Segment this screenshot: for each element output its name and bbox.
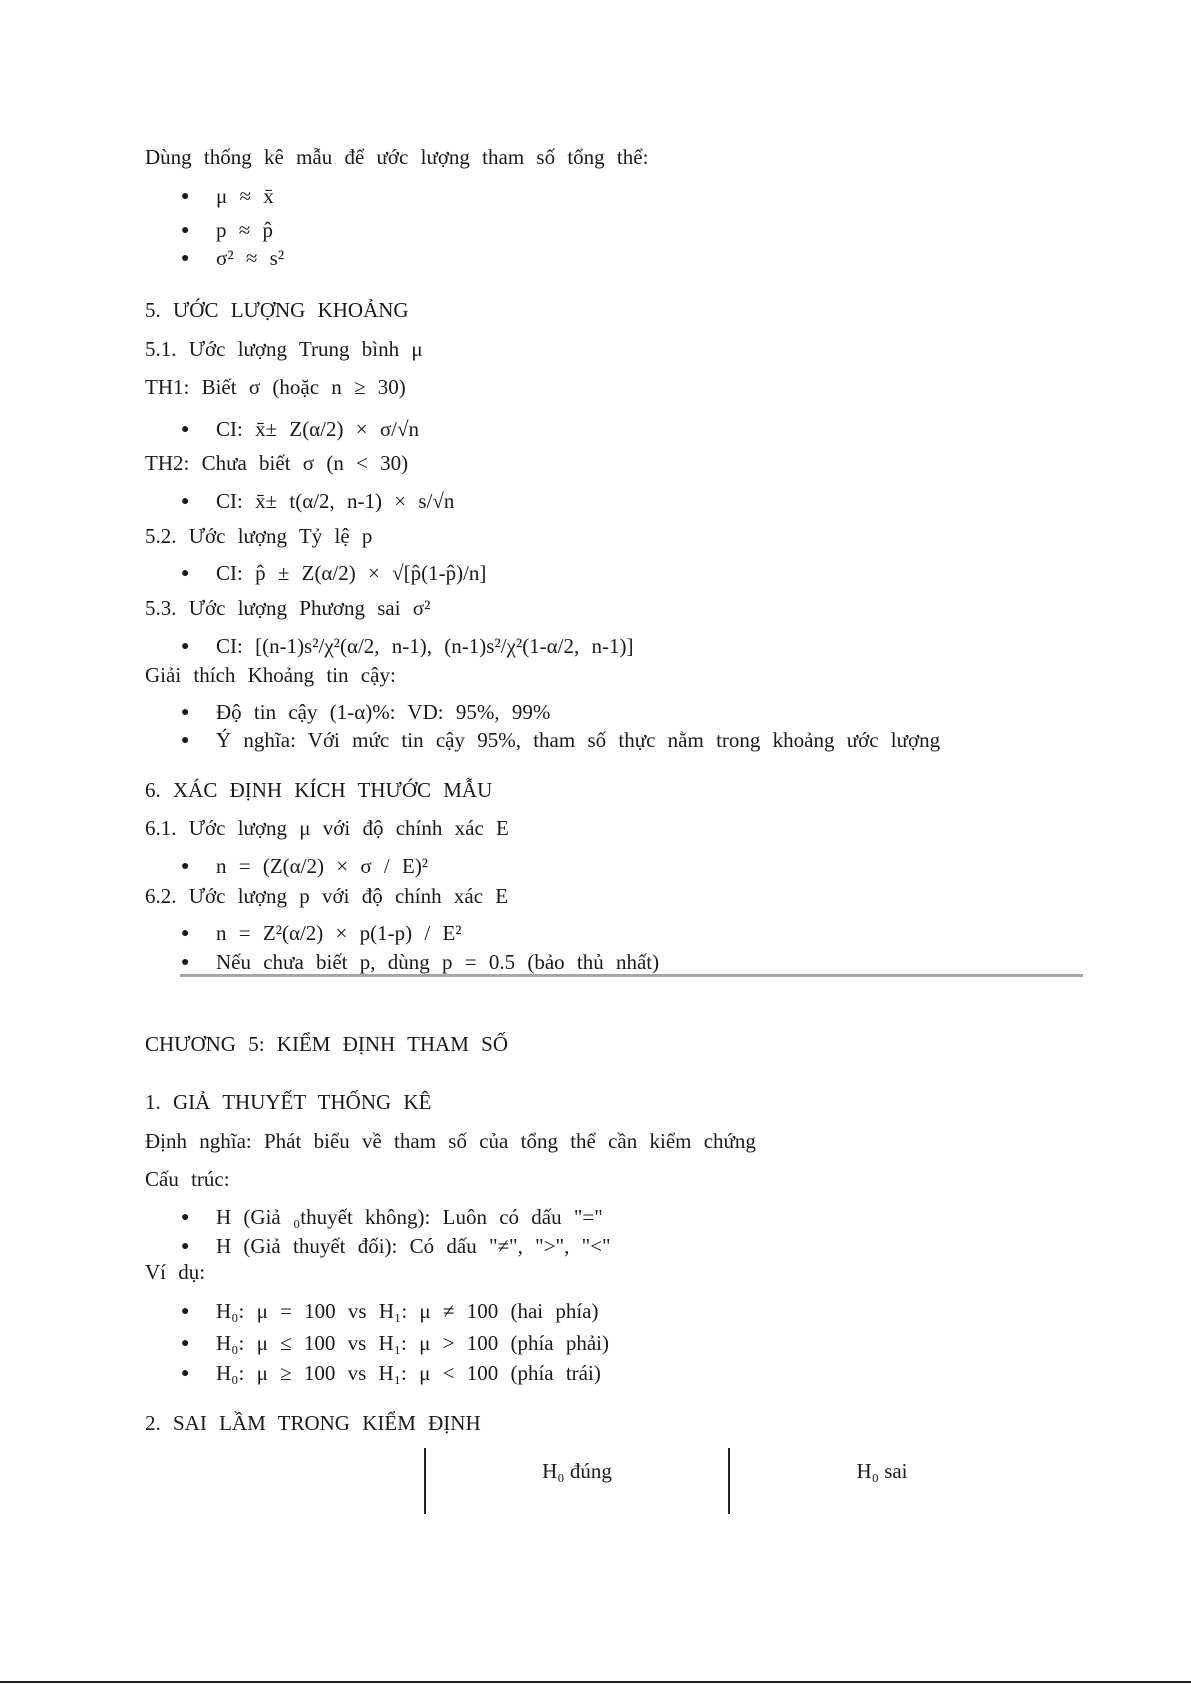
subsection-heading: 6.2. Ước lượng p với độ chính xác E — [145, 884, 509, 908]
bullet-icon: ● — [181, 639, 190, 654]
bullet-item: ● H (Giả ₀thuyết không): Luôn có dấu "=" — [181, 1205, 603, 1229]
bullet-icon: ● — [181, 494, 190, 509]
bullet-item: ● H₀: μ ≤ 100 vs H₁: μ > 100 (phía phải) — [181, 1331, 609, 1355]
case-label: TH1: Biết σ (hoặc n ≥ 30) — [145, 375, 406, 399]
bullet-item: ● CI: [(n-1)s²/χ²(α/2, n-1), (n-1)s²/χ²(1-α/2, n-1)] — [181, 634, 634, 658]
paragraph-label: Cấu trúc: — [145, 1167, 230, 1191]
bullet-icon: ● — [181, 955, 190, 970]
bullet-icon: ● — [181, 566, 190, 581]
bullet-icon: ● — [181, 223, 190, 238]
bullet-icon: ● — [181, 1304, 190, 1319]
page-bottom-edge — [0, 1681, 1191, 1683]
bullet-item: ● Ý nghĩa: Với mức tin cậy 95%, tham số thực nằm trong khoảng ước lượng — [181, 728, 941, 752]
bullet-icon: ● — [181, 1336, 190, 1351]
subsection-heading: 5.1. Ước lượng Trung bình μ — [145, 337, 423, 361]
bullet-item: ● n = Z²(α/2) × p(1-p) / E² — [181, 921, 462, 945]
bullet-item: ● p ≈ p̂ — [181, 218, 274, 242]
section-heading: 2. SAI LẦM TRONG KIỂM ĐỊNH — [145, 1411, 481, 1435]
bullet-item: ● H₀: μ = 100 vs H₁: μ ≠ 100 (hai phía) — [181, 1299, 599, 1323]
bullet-icon: ● — [181, 189, 190, 204]
paragraph-label: Giải thích Khoảng tin cậy: — [145, 663, 396, 687]
bullet-icon: ● — [181, 251, 190, 266]
bullet-item: ● CI: p̂ ± Z(α/2) × √[p̂(1-p̂)/n] — [181, 561, 487, 585]
intro-text: Dùng thống kê mẫu để ước lượng tham số tổng thể: — [145, 145, 649, 169]
bullet-icon: ● — [181, 1239, 190, 1254]
bullet-item: ● H (Giả thuyết đối): Có dấu "≠", ">", "<" — [181, 1234, 611, 1258]
horizontal-rule — [180, 974, 1083, 977]
bullet-item: ● μ ≈ x̄ — [181, 184, 274, 208]
chapter-title: CHƯƠNG 5: KIỂM ĐỊNH THAM SỐ — [145, 1032, 508, 1056]
bullet-item: ● Nếu chưa biết p, dùng p = 0.5 (bảo thủ nhất) — [181, 950, 660, 974]
bullet-item: ● n = (Z(α/2) × σ / E)² — [181, 854, 429, 878]
bullet-item: ● CI: x̄± t(α/2, n-1) × s/√n — [181, 489, 455, 513]
table-header-cell: H₀ sai — [856, 1459, 908, 1483]
bullet-icon: ● — [181, 733, 190, 748]
bullet-icon: ● — [181, 1366, 190, 1381]
case-label: TH2: Chưa biết σ (n < 30) — [145, 451, 409, 475]
subsection-heading: 6.1. Ước lượng μ với độ chính xác E — [145, 816, 509, 840]
bullet-item: ● CI: x̄± Z(α/2) × σ/√n — [181, 417, 420, 441]
bullet-icon: ● — [181, 705, 190, 720]
bullet-icon: ● — [181, 422, 190, 437]
bullet-item: ● σ² ≈ s² — [181, 246, 285, 270]
section-heading: 5. ƯỚC LƯỢNG KHOẢNG — [145, 298, 409, 322]
bullet-item: ● H₀: μ ≥ 100 vs H₁: μ < 100 (phía trái) — [181, 1361, 601, 1385]
definition-text: Định nghĩa: Phát biểu về tham số của tổng thể cần kiểm chứng — [145, 1129, 756, 1153]
section-heading: 6. XÁC ĐỊNH KÍCH THƯỚC MẪU — [145, 778, 493, 802]
section-heading: 1. GIẢ THUYẾT THỐNG KÊ — [145, 1090, 432, 1114]
subsection-heading: 5.2. Ước lượng Tỷ lệ p — [145, 524, 373, 548]
subsection-heading: 5.3. Ước lượng Phương sai σ² — [145, 596, 431, 620]
bullet-icon: ● — [181, 926, 190, 941]
bullet-item: ● Độ tin cậy (1-α)%: VD: 95%, 99% — [181, 700, 551, 724]
table-header-cell: H₀ đúng — [542, 1459, 612, 1483]
paragraph-label: Ví dụ: — [145, 1260, 206, 1284]
bullet-icon: ● — [181, 1210, 190, 1225]
bullet-icon: ● — [181, 859, 190, 874]
